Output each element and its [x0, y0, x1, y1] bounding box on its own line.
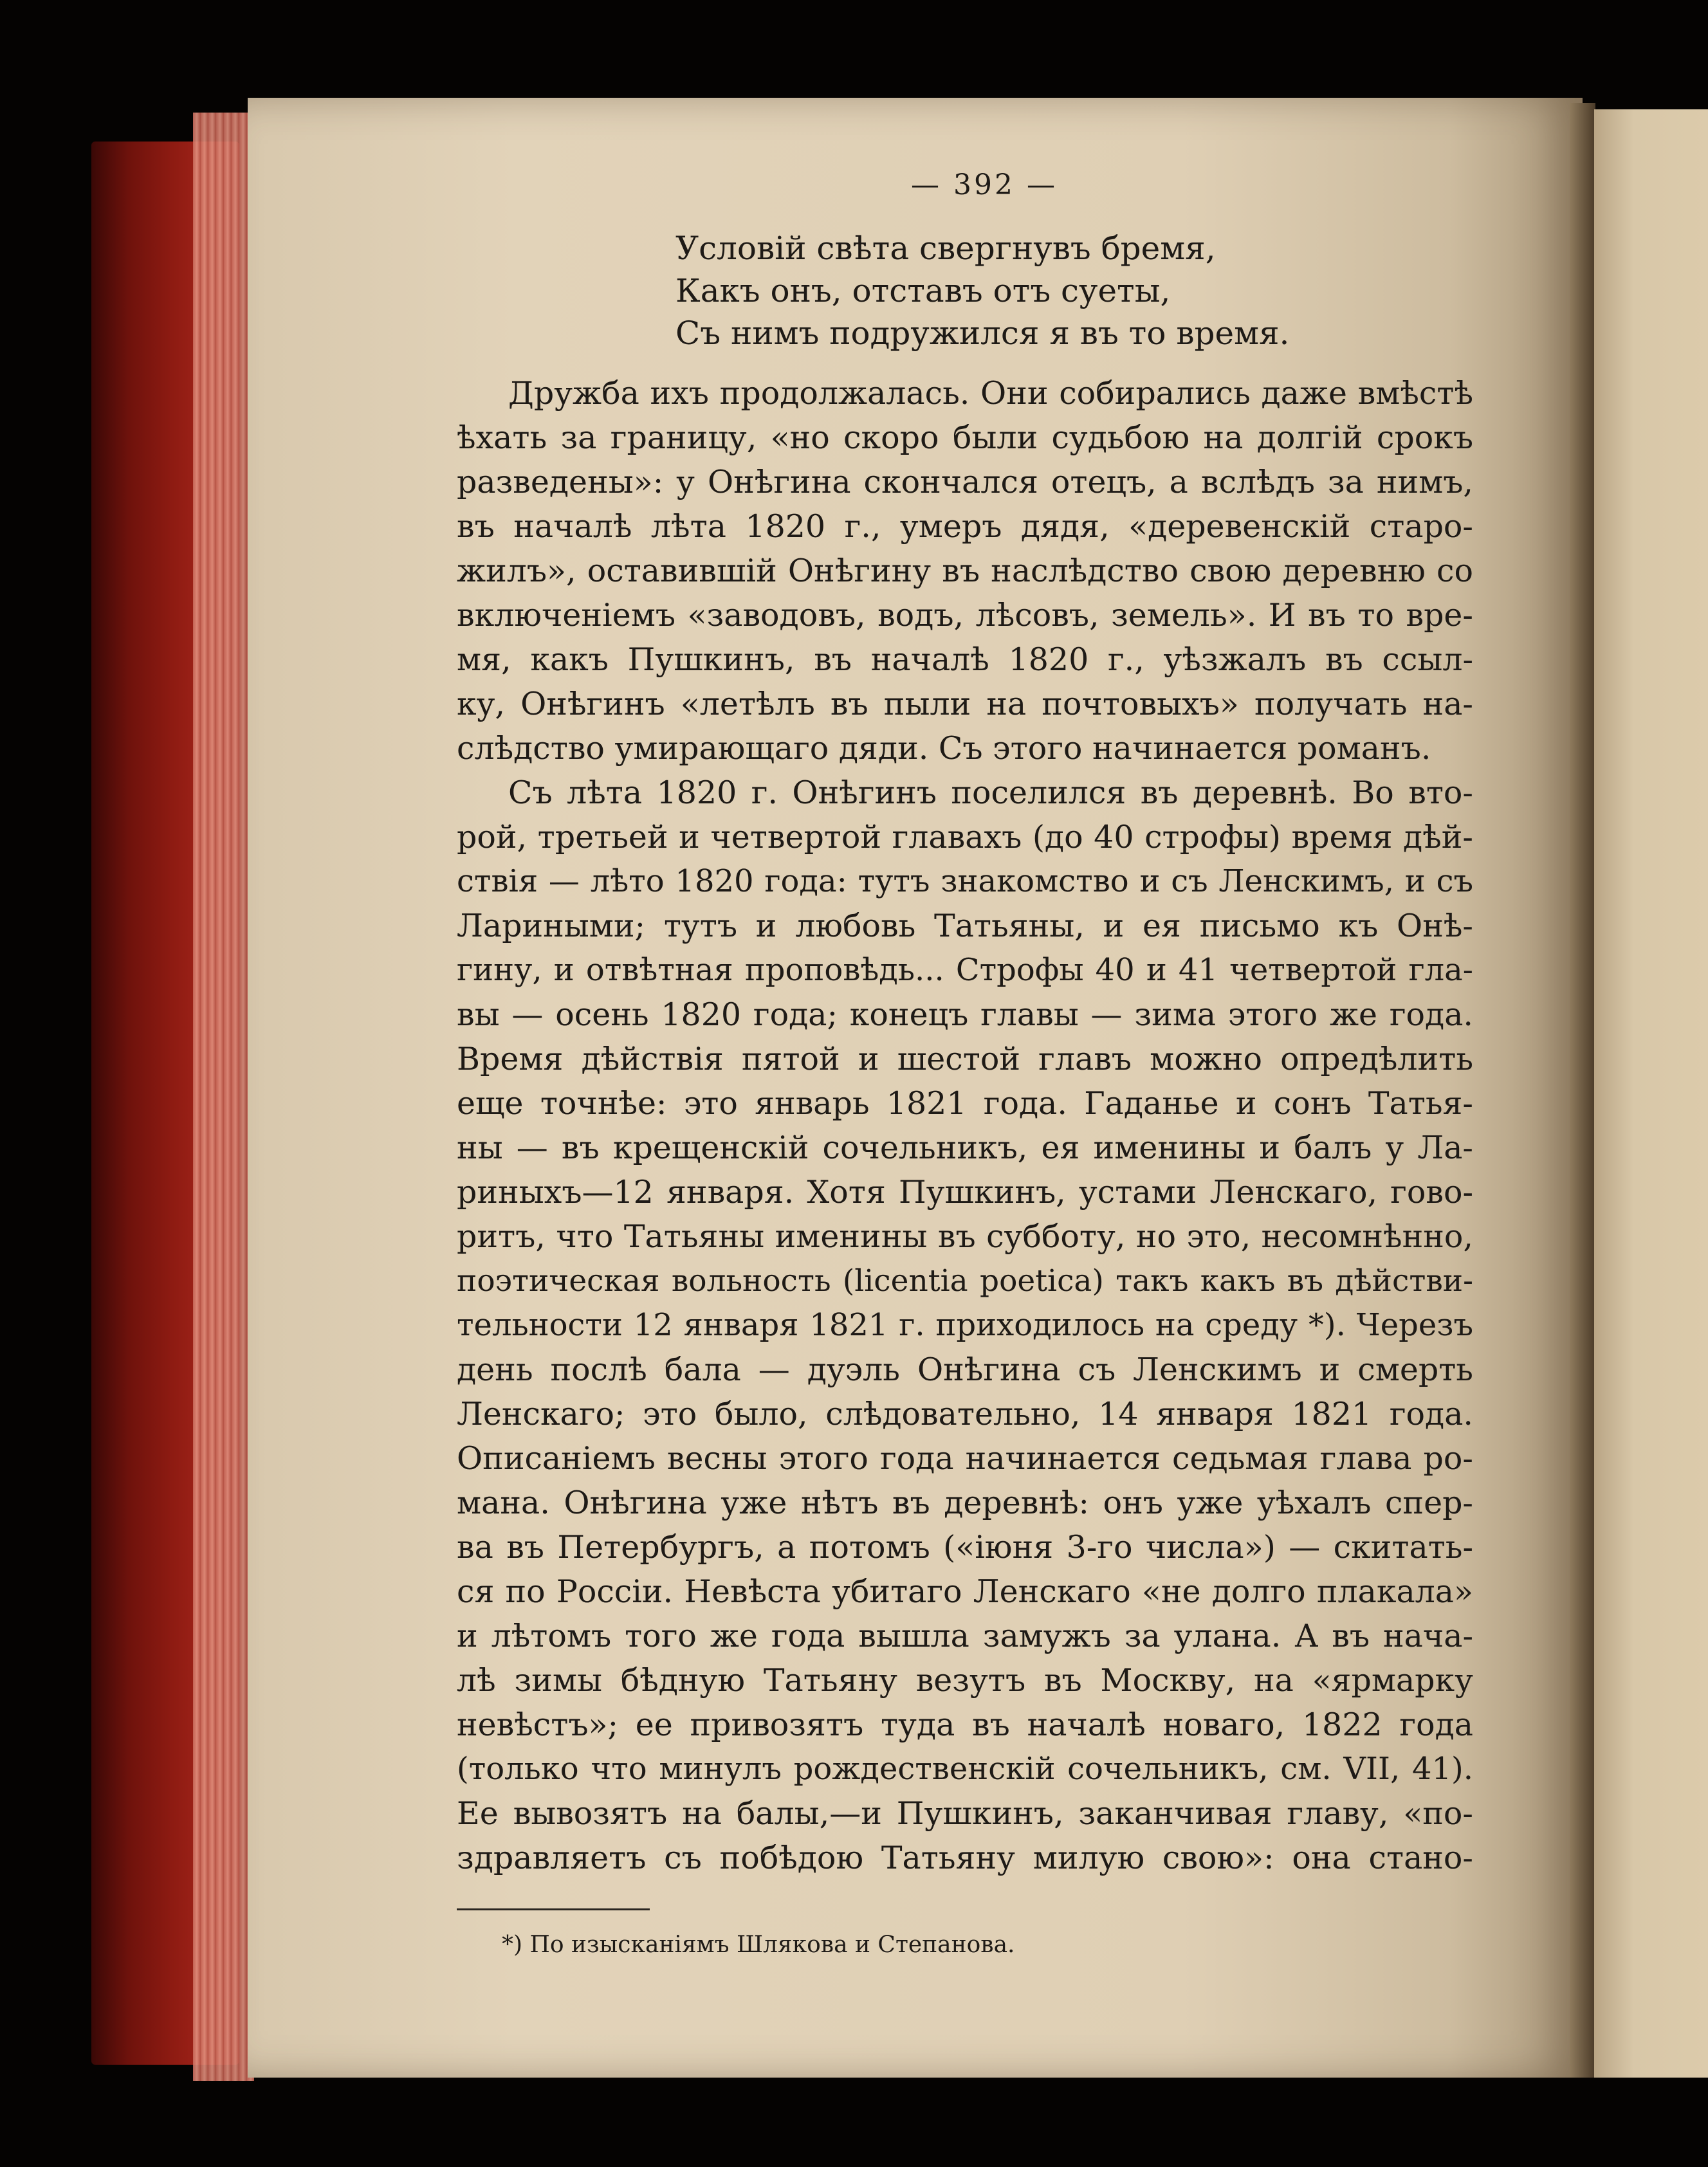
page-content [457, 169, 1473, 1961]
text-line: невѣстъ»; ее привозятъ туда въ началѣ новаго, 1822 года [457, 1706, 1473, 1743]
paragraph-2 [457, 771, 1473, 1880]
text-line: рой, третьей и четвертой главахъ (до 40 строфы) время дѣй- [457, 819, 1473, 855]
text-line: ѣхать за границу, «но скоро были судьбою на долгій срокъ [457, 419, 1473, 456]
text-line: ся по Россіи. Невѣста убитаго Ленскаго «не долго плакала» [457, 1573, 1473, 1610]
text-line: гину, и отвѣтная проповѣдь... Строфы 40 и 41 четвертой гла- [457, 952, 1473, 988]
facing-page [1594, 109, 1708, 2078]
text-line: включеніемъ «заводовъ, водъ, лѣсовъ, земель». И въ то вре- [457, 597, 1473, 634]
text-line: ритъ, что Татьяны именины въ субботу, но это, несомнѣнно, [457, 1218, 1473, 1255]
text-line: мана. Онѣгина уже нѣтъ въ деревнѣ: онъ уже уѣхалъ спер- [457, 1485, 1473, 1521]
paragraph-1 [457, 371, 1473, 771]
text-line: еще точнѣе: это январь 1821 года. Гаданье и сонъ Татья- [457, 1085, 1473, 1122]
text-line: риныхъ—12 января. Хотя Пушкинъ, устами Ленскаго, гово- [457, 1174, 1473, 1211]
text-line: тельности 12 января 1821 г. приходилось на среду *). Черезъ [457, 1307, 1473, 1343]
text-line: мя, какъ Пушкинъ, въ началѣ 1820 г., уѣзжалъ въ ссыл- [457, 641, 1473, 678]
text-line: ны — въ крещенскій сочельникъ, ея именины и балъ у Ла- [457, 1129, 1473, 1166]
text-line: ствія — лѣто 1820 года: тутъ знакомство и съ Ленскимъ, и съ [457, 863, 1473, 899]
text-line: (только что минулъ рождественскій сочельникъ, см. VII, 41). [457, 1751, 1473, 1787]
text-line: Ленскаго; это было, слѣдовательно, 14 января 1821 года. [457, 1396, 1473, 1432]
footnote-rule [457, 1908, 650, 1910]
verse-line: Съ нимъ подружился я въ то время. [675, 315, 1290, 352]
text-line: ва въ Петербургъ, а потомъ («іюня 3-го числа») — скитать- [457, 1529, 1473, 1566]
text-line: здравляетъ съ побѣдою Татьяну милую свою»: она стано- [457, 1840, 1473, 1876]
text-line: разведены»: у Онѣгина скончался отецъ, а вслѣдъ за нимъ, [457, 464, 1473, 500]
text-line: Ее вывозятъ на балы,—и Пушкинъ, заканчивая главу, «по- [457, 1795, 1473, 1832]
text-line: Описаніемъ весны этого года начинается седьмая глава ро- [457, 1440, 1473, 1477]
text-line: вы — осень 1820 года; конецъ главы — зима этого же года. [457, 996, 1473, 1033]
text-line: ку, Онѣгинъ «летѣлъ въ пыли на почтовыхъ» получать на- [457, 686, 1473, 722]
text-line: въ началѣ лѣта 1820 г., умеръ дядя, «деревенскій старо- [457, 508, 1473, 545]
book-gutter [1570, 103, 1595, 2078]
verse-line: Какъ онъ, отставъ отъ суеты, [675, 272, 1171, 309]
page-number: — 392 — [911, 169, 1058, 201]
text-line: поэтическая вольность (licentia poetica) такъ какъ въ дѣйстви- [457, 1263, 1473, 1299]
text-line: день послѣ бала — дуэль Онѣгина съ Ленскимъ и смерть [457, 1351, 1473, 1388]
page-edges [193, 113, 254, 2081]
text-line: и лѣтомъ того же года вышла замужъ за улана. А въ нача- [457, 1618, 1473, 1654]
text-line: жилъ», оставившій Онѣгину въ наслѣдство свою деревню со [457, 553, 1473, 589]
verse-line: Условій свѣта свергнувъ бремя, [675, 230, 1216, 267]
verse-stanza [675, 227, 1473, 354]
text-line: Время дѣйствія пятой и шестой главъ можно опредѣлить [457, 1041, 1473, 1077]
text-line: лѣ зимы бѣдную Татьяну везутъ въ Москву, на «ярмарку [457, 1662, 1473, 1699]
text-line: Дружба ихъ продолжалась. Они собирались даже вмѣстѣ [508, 375, 1473, 412]
text-line: слѣдство умирающаго дяди. Съ этого начинается романъ. [457, 730, 1431, 767]
text-line: Съ лѣта 1820 г. Онѣгинъ поселился въ деревнѣ. Во вто- [508, 774, 1473, 811]
footnote: *) По изысканіямъ Шлякова и Степанова. [502, 1932, 1015, 1958]
text-line: Лариными; тутъ и любовь Татьяны, и ея письмо къ Онѣ- [457, 908, 1473, 944]
